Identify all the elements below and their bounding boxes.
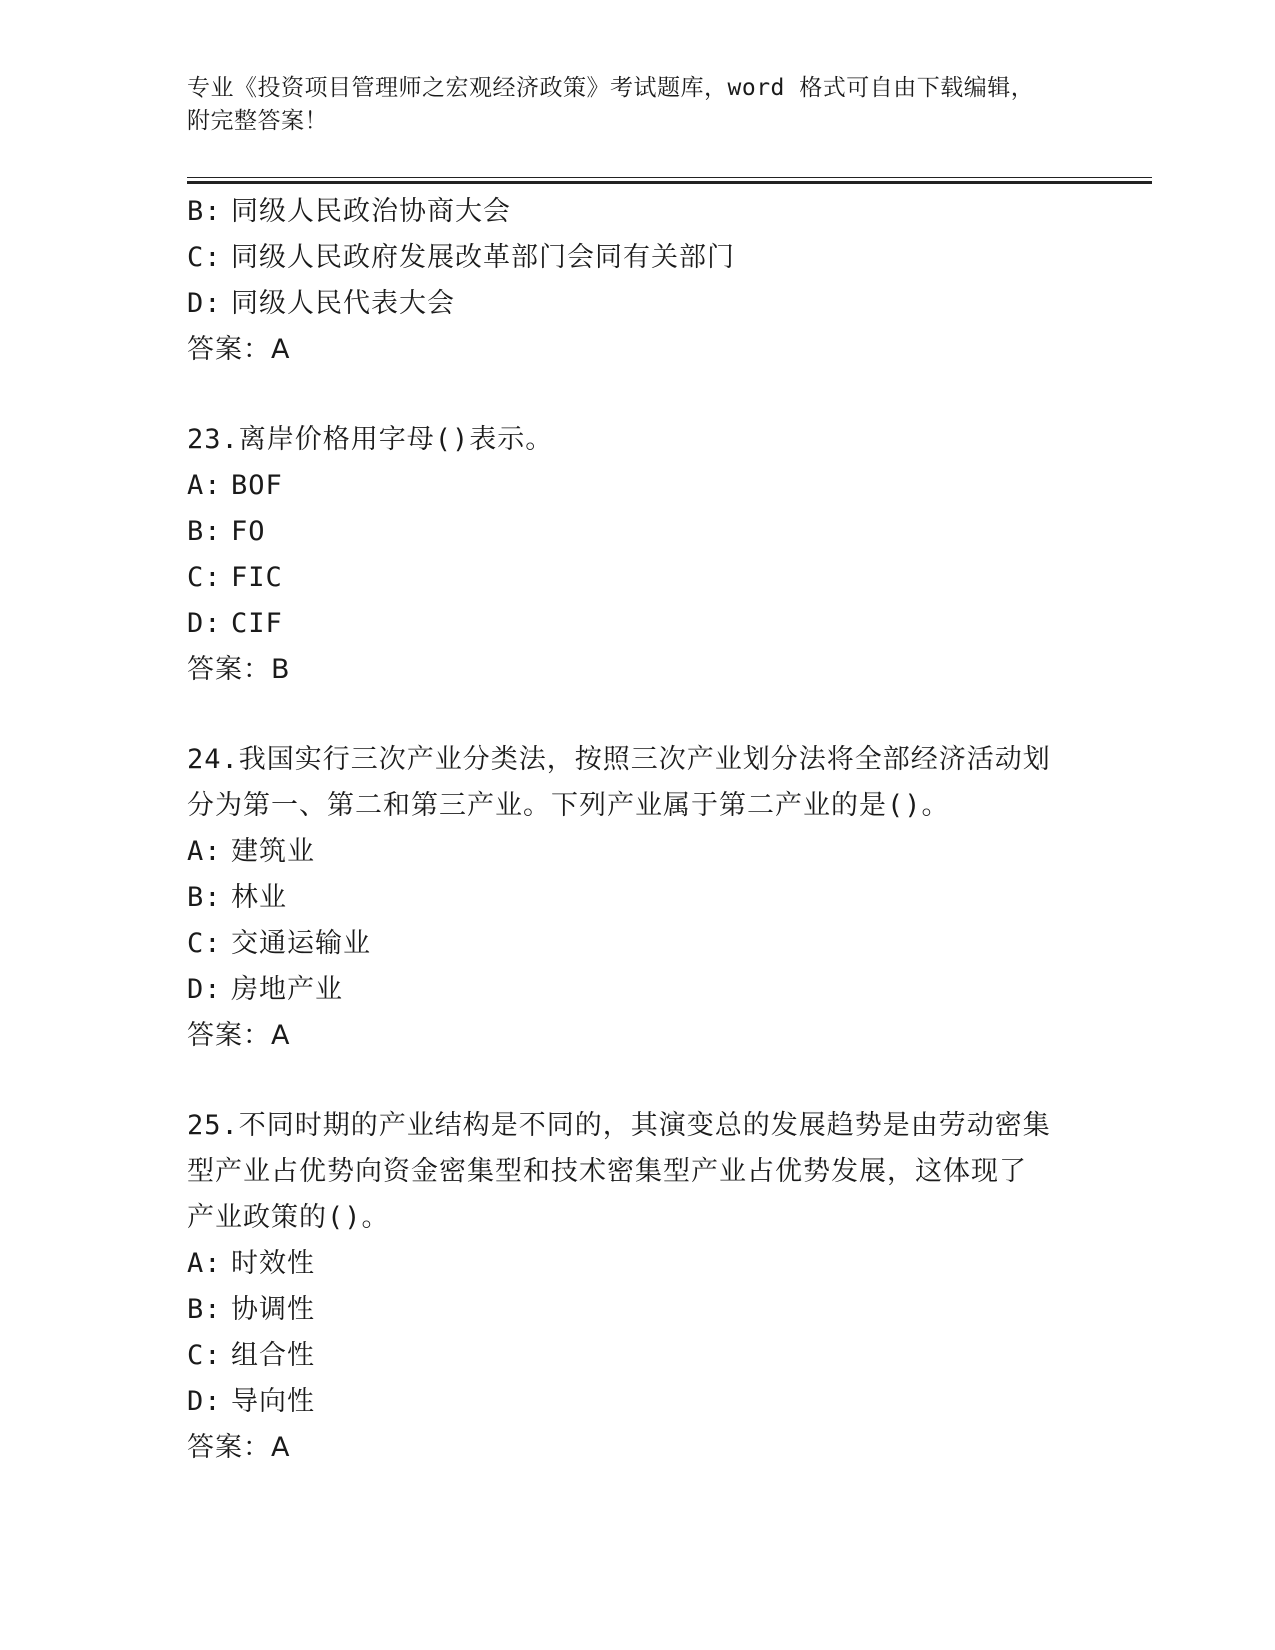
option-c: C: 交通运输业	[187, 928, 371, 959]
question-text: 产业政策的()。	[187, 1202, 390, 1233]
option-d: D: 同级人民代表大会	[187, 288, 455, 319]
question-22-continued	[187, 189, 1087, 373]
question-25	[187, 1103, 1087, 1471]
option-d: D: CIF	[187, 608, 283, 639]
header-divider-thick	[187, 181, 1152, 184]
answer-line: 答案：B	[187, 654, 291, 685]
option-c: C: FIC	[187, 562, 283, 593]
answer-line: 答案：A	[187, 334, 291, 365]
question-text: 24.我国实行三次产业分类法，按照三次产业划分法将全部经济活动划	[187, 744, 1051, 775]
answer-line: 答案：A	[187, 1020, 291, 1051]
question-list	[187, 189, 1087, 1471]
header-line-2: 附完整答案！	[187, 108, 328, 134]
option-a: A: 时效性	[187, 1248, 315, 1279]
answer-line: 答案：A	[187, 1432, 291, 1463]
option-d: D: 导向性	[187, 1386, 315, 1417]
question-24	[187, 737, 1087, 1059]
document-header	[187, 72, 1087, 138]
option-b: B: 同级人民政治协商大会	[187, 196, 511, 227]
option-a: A: BOF	[187, 470, 283, 501]
option-b: B: FO	[187, 516, 266, 547]
option-b: B: 林业	[187, 882, 287, 913]
header-line-1: 专业《投资项目管理师之宏观经济政策》考试题库，word 格式可自由下载编辑，	[187, 75, 1035, 101]
option-a: A: 建筑业	[187, 836, 315, 867]
question-text: 型产业占优势向资金密集型和技术密集型产业占优势发展，这体现了	[187, 1156, 1027, 1187]
question-text: 25.不同时期的产业结构是不同的，其演变总的发展趋势是由劳动密集	[187, 1110, 1051, 1141]
option-b: B: 协调性	[187, 1294, 315, 1325]
option-c: C: 同级人民政府发展改革部门会同有关部门	[187, 242, 735, 273]
question-text: 分为第一、第二和第三产业。下列产业属于第二产业的是()。	[187, 790, 950, 821]
question-text: 23.离岸价格用字母()表示。	[187, 424, 554, 455]
option-c: C: 组合性	[187, 1340, 315, 1371]
header-divider-thin	[187, 177, 1152, 178]
option-d: D: 房地产业	[187, 974, 343, 1005]
question-23	[187, 417, 1087, 693]
